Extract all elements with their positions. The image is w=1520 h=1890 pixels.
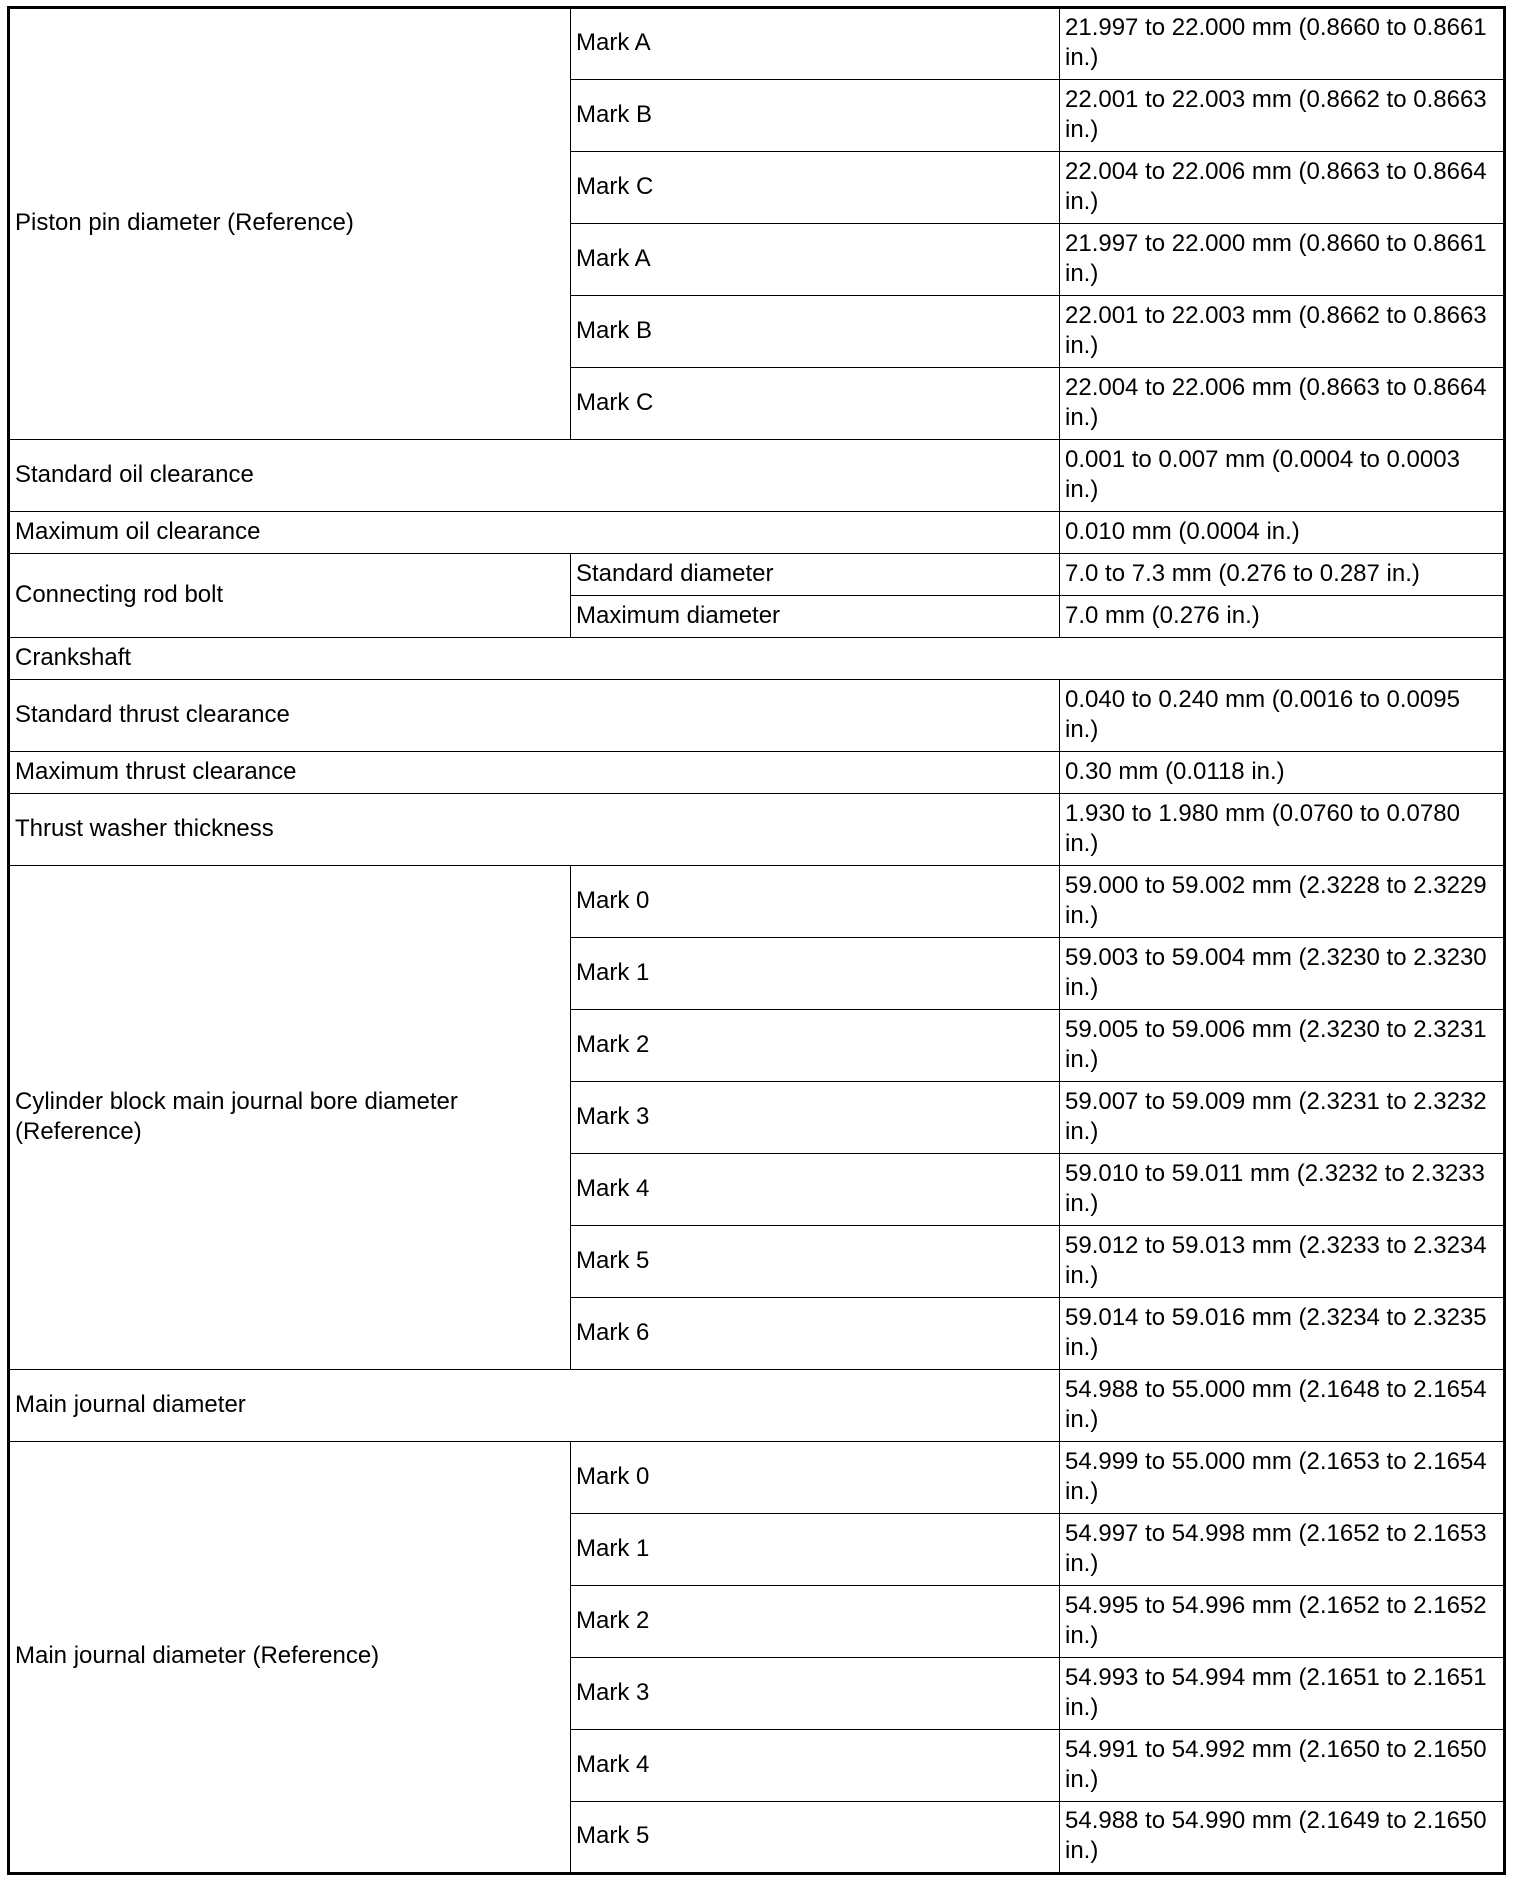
table-cell: Standard diameter	[571, 554, 1060, 596]
table-cell: 54.988 to 54.990 mm (2.1649 to 2.1650 in.)	[1060, 1802, 1505, 1874]
table-cell: Thrust washer thickness	[9, 794, 1060, 866]
table-cell: Mark 4	[571, 1730, 1060, 1802]
table-row	[9, 866, 1505, 938]
table-cell: Mark 3	[571, 1658, 1060, 1730]
table-row	[9, 752, 1505, 794]
table-cell: Mark 1	[571, 1514, 1060, 1586]
table-cell: 59.012 to 59.013 mm (2.3233 to 2.3234 in.)	[1060, 1226, 1505, 1298]
table-cell: Mark 6	[571, 1298, 1060, 1370]
table-cell: 0.040 to 0.240 mm (0.0016 to 0.0095 in.)	[1060, 680, 1505, 752]
table-cell: Mark 0	[571, 866, 1060, 938]
table-cell: 54.999 to 55.000 mm (2.1653 to 2.1654 in.)	[1060, 1442, 1505, 1514]
table-cell: 22.004 to 22.006 mm (0.8663 to 0.8664 in.)	[1060, 152, 1505, 224]
table-cell: 54.995 to 54.996 mm (2.1652 to 2.1652 in.)	[1060, 1586, 1505, 1658]
table-cell: Crankshaft	[9, 638, 1505, 680]
table-cell: Mark B	[571, 296, 1060, 368]
table-cell: 7.0 to 7.3 mm (0.276 to 0.287 in.)	[1060, 554, 1505, 596]
table-cell: Mark C	[571, 152, 1060, 224]
table-cell: 22.001 to 22.003 mm (0.8662 to 0.8663 in.)	[1060, 80, 1505, 152]
table-row	[9, 638, 1505, 680]
table-cell: 59.010 to 59.011 mm (2.3232 to 2.3233 in.)	[1060, 1154, 1505, 1226]
table-cell: Mark A	[571, 8, 1060, 80]
table-cell: Connecting rod bolt	[9, 554, 571, 638]
table-cell: Main journal diameter (Reference)	[9, 1442, 571, 1874]
table-cell: 21.997 to 22.000 mm (0.8660 to 0.8661 in.)	[1060, 8, 1505, 80]
table-cell: 1.930 to 1.980 mm (0.0760 to 0.0780 in.)	[1060, 794, 1505, 866]
table-cell: 54.991 to 54.992 mm (2.1650 to 2.1650 in.)	[1060, 1730, 1505, 1802]
table-cell: 59.000 to 59.002 mm (2.3228 to 2.3229 in.)	[1060, 866, 1505, 938]
table-cell: Mark 1	[571, 938, 1060, 1010]
table-cell: 0.001 to 0.007 mm (0.0004 to 0.0003 in.)	[1060, 440, 1505, 512]
table-row	[9, 440, 1505, 512]
table-row	[9, 512, 1505, 554]
table-cell: 54.988 to 55.000 mm (2.1648 to 2.1654 in.)	[1060, 1370, 1505, 1442]
spec-table	[7, 6, 1506, 1875]
table-cell: Main journal diameter	[9, 1370, 1060, 1442]
table-row	[9, 8, 1505, 80]
table-row	[9, 680, 1505, 752]
table-cell: 54.993 to 54.994 mm (2.1651 to 2.1651 in.)	[1060, 1658, 1505, 1730]
table-cell: Mark 5	[571, 1226, 1060, 1298]
table-cell: Mark B	[571, 80, 1060, 152]
table-cell: Mark 2	[571, 1010, 1060, 1082]
table-cell: Mark C	[571, 368, 1060, 440]
table-cell: Standard thrust clearance	[9, 680, 1060, 752]
table-cell: Mark 0	[571, 1442, 1060, 1514]
table-cell: Maximum diameter	[571, 596, 1060, 638]
table-cell: Mark 5	[571, 1802, 1060, 1874]
table-row	[9, 554, 1505, 596]
table-cell: 59.005 to 59.006 mm (2.3230 to 2.3231 in.)	[1060, 1010, 1505, 1082]
table-cell: Piston pin diameter (Reference)	[9, 8, 571, 440]
table-cell: 0.30 mm (0.0118 in.)	[1060, 752, 1505, 794]
table-cell: 59.003 to 59.004 mm (2.3230 to 2.3230 in.)	[1060, 938, 1505, 1010]
table-cell: Cylinder block main journal bore diameter (Reference)	[9, 866, 571, 1370]
table-cell: Mark 2	[571, 1586, 1060, 1658]
table-cell: 54.997 to 54.998 mm (2.1652 to 2.1653 in.)	[1060, 1514, 1505, 1586]
table-row	[9, 1370, 1505, 1442]
table-cell: Mark 3	[571, 1082, 1060, 1154]
table-cell: 21.997 to 22.000 mm (0.8660 to 0.8661 in.)	[1060, 224, 1505, 296]
table-row	[9, 1442, 1505, 1514]
table-cell: 22.001 to 22.003 mm (0.8662 to 0.8663 in.)	[1060, 296, 1505, 368]
table-cell: Maximum oil clearance	[9, 512, 1060, 554]
table-cell: Standard oil clearance	[9, 440, 1060, 512]
table-row	[9, 794, 1505, 866]
table-cell: 59.007 to 59.009 mm (2.3231 to 2.3232 in.)	[1060, 1082, 1505, 1154]
table-cell: Mark A	[571, 224, 1060, 296]
table-cell: 0.010 mm (0.0004 in.)	[1060, 512, 1505, 554]
table-cell: 59.014 to 59.016 mm (2.3234 to 2.3235 in.)	[1060, 1298, 1505, 1370]
spec-table-body	[9, 8, 1505, 1874]
table-cell: 7.0 mm (0.276 in.)	[1060, 596, 1505, 638]
table-cell: Maximum thrust clearance	[9, 752, 1060, 794]
table-cell: 22.004 to 22.006 mm (0.8663 to 0.8664 in.)	[1060, 368, 1505, 440]
table-cell: Mark 4	[571, 1154, 1060, 1226]
